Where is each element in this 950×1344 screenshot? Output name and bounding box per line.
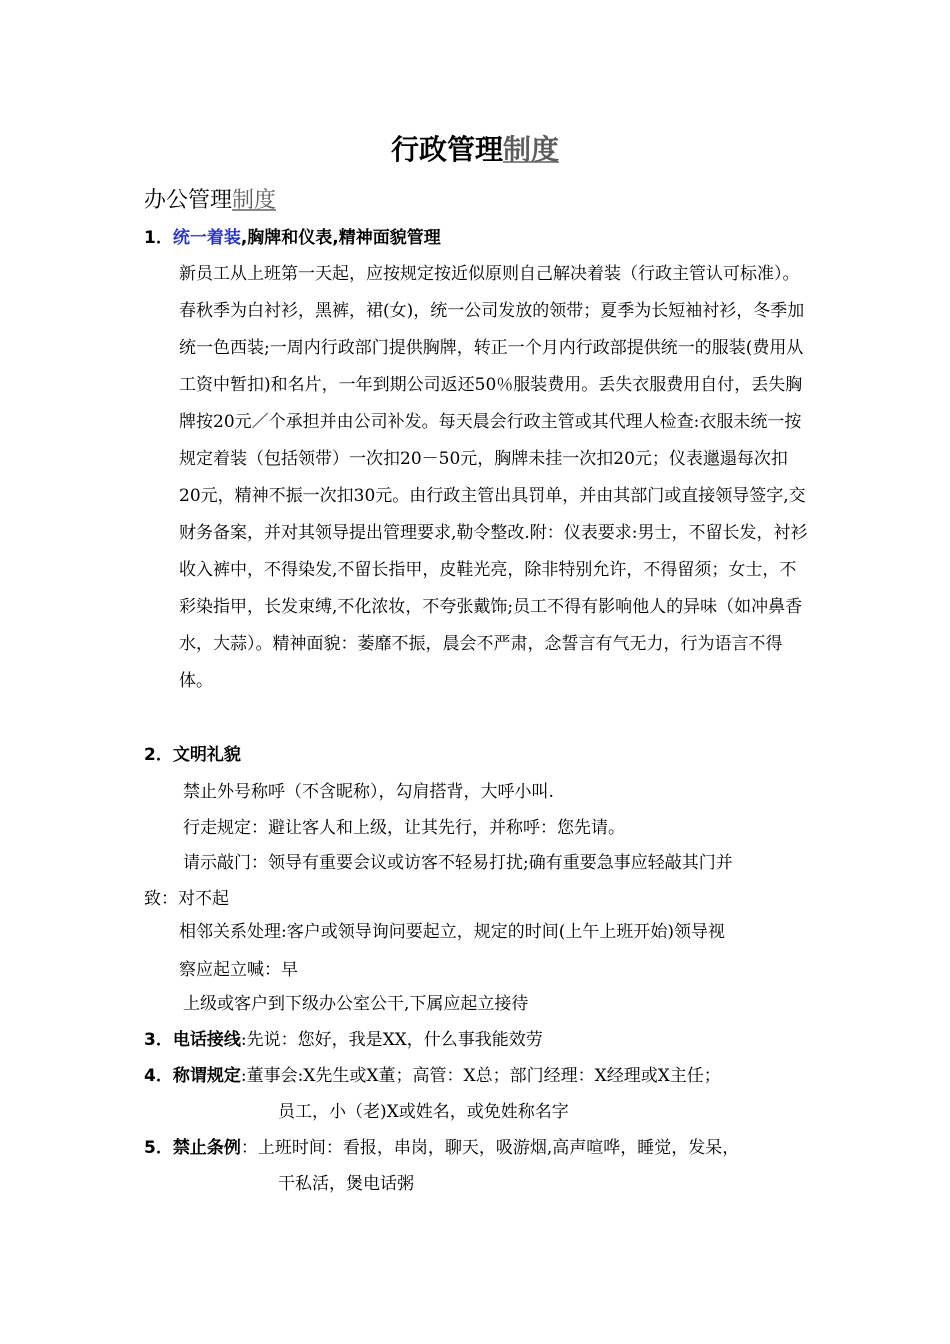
section-main: 办公管理 [144,188,233,213]
item2-number: 2． [144,745,173,765]
section-link[interactable]: 制度 [232,188,277,213]
item2-line3b: 致：对不起 [144,889,229,909]
document-title [0,132,950,168]
item1-heading-rest: ,胸牌和仪表,精神面貌管理 [240,228,441,248]
item3-heading: 电话接线 [172,1030,241,1050]
title-link[interactable]: 制度 [503,133,560,166]
item2-line3a: 请示敲门：领导有重要会议或访客不轻易打扰;确有重要急事应轻敲其门并 [183,853,733,873]
item2-heading [144,737,241,774]
item5-number: 5． [144,1138,173,1158]
item4-text1: :董事会:X先生或X董；高管：X总；部门经理：X经理或X主任； [240,1066,721,1086]
item3-number: 3． [144,1030,173,1050]
item2-line2: 行走规定：避让客人和上级，让其先行，并称呼：您先请。 [183,818,625,838]
item3 [144,1022,543,1059]
item1-heading [144,220,441,257]
item1-body: 新员工从上班第一天起，应按规定按近似原则自己解决着装（行政主管认可标准）。春秋季为白衬衫，黑裤，裙(女)，统一公司发放的领带；夏季为长短袖衬衫，冬季加统一色西装;一周内行政部门提供胸牌，转正一个月内行政部提供统一的服装(费用从工资中暂扣)和名片，一年到期公司返还50％服装费用。丢失衣服费用自付，丢失胸牌按20元／个承担并由公司补发。每天晨会行政主管或其代理人检查:衣服未统一按规定着装（包括领带）一次扣20－50元，胸牌未挂一次扣20元；仪表邋遢每次扣20元，精神不振一次扣30元。由行政主管出具罚单，并由其部门或直接领导签字,交财务备案，并对其领导提出管理要求,勒令整改.附：仪表要求:男士，不留长发，衬衫收入裤中，不得染发,不留长指甲，皮鞋光亮，除非特别允许，不得留须；女士，不彩染指甲，长发束缚,不化浓妆，不夸张戴饰;员工不得有影响他人的异味（如冲鼻香水，大蒜）。精神面貌：萎靡不振，晨会不严肃，念誓言有气无力，行为语言不得体。 [179,264,808,691]
item4-text2: 员工，小（老)X或姓名，或免姓称名字 [278,1102,569,1122]
item5-text2: 干私活，煲电话粥 [278,1174,414,1194]
item4 [144,1058,721,1095]
item5-text1: ：上班时间：看报，串岗，聊天，吸游烟,高声喧哗，睡觉，发呆， [240,1138,740,1158]
item4-number: 4． [144,1066,173,1086]
item1-number: 1． [144,228,173,248]
item3-text: :先说：您好，我是XX，什么事我能效劳 [240,1030,543,1050]
item1-heading-link[interactable]: 统一着装 [172,228,241,248]
item2-line4b: 察应起立喊：早 [179,960,298,980]
item4-heading: 称谓规定 [172,1066,241,1086]
item2-line5: 上级或客户到下级办公室公干,下属应起立接待 [183,994,529,1014]
item5-heading: 禁止条例 [172,1138,241,1158]
item2-line4a: 相邻关系处理:客户或领导询问要起立，规定的时间(上午上班开始)领导视 [179,922,725,942]
item2-line1: 禁止外号称呼（不含昵称），勾肩搭背，大呼小叫. [183,782,554,802]
title-main: 行政管理 [390,133,503,166]
item2-heading-text: 文明礼貌 [172,745,241,765]
section-heading [144,186,276,216]
item5 [144,1130,739,1167]
